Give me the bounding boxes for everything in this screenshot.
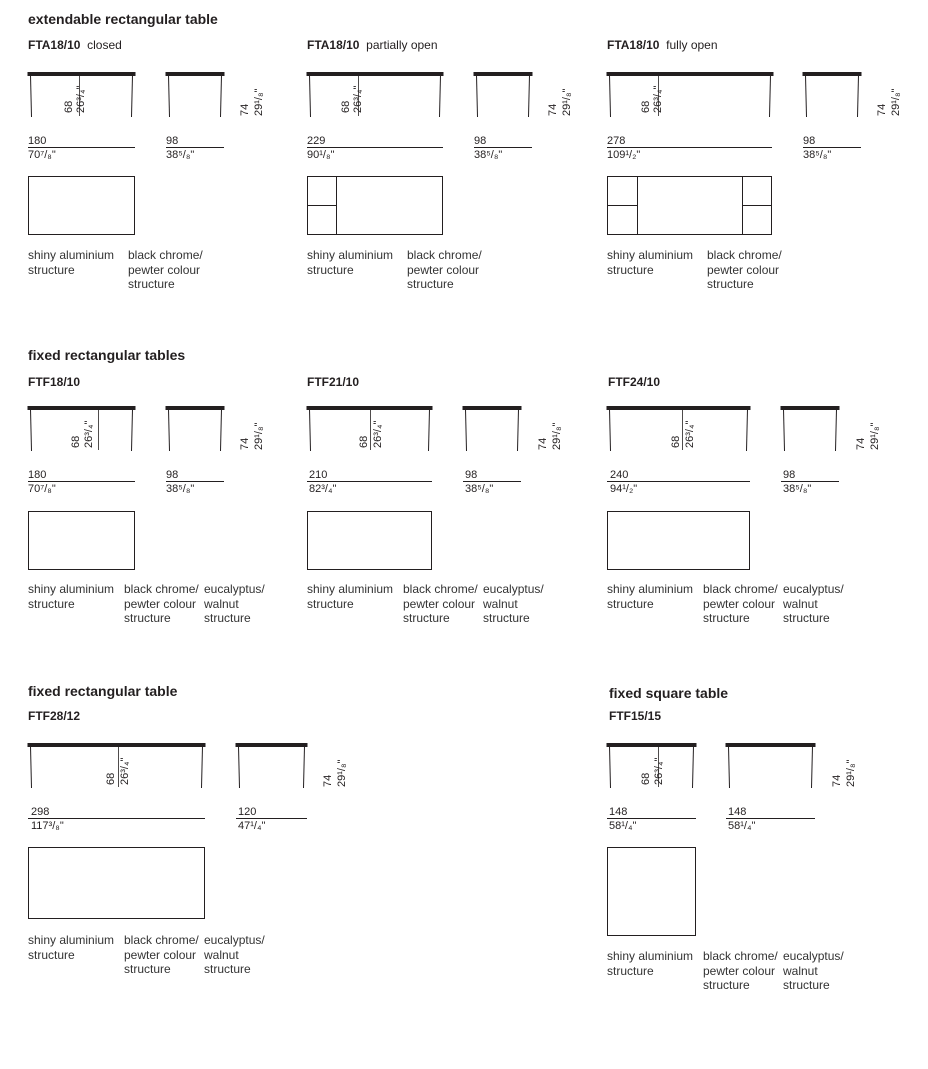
material-wood: eucalyptus/ walnut structure xyxy=(783,949,844,992)
section-title-extendable: extendable rectangular table xyxy=(28,11,218,27)
depth-in: 38⁵/₈" xyxy=(783,483,812,495)
model-state: fully open xyxy=(666,38,718,52)
side-elevation-drawing xyxy=(463,406,521,456)
material-wood: eucalyptus/ walnut structure xyxy=(204,933,265,976)
length-cm: 240 xyxy=(610,469,629,481)
total-height-in: 29¹/₈" xyxy=(845,759,857,787)
model-label xyxy=(28,38,122,52)
depth-cm: 98 xyxy=(166,469,179,481)
length-cm: 210 xyxy=(309,469,328,481)
height-cm: 68 xyxy=(640,772,652,785)
depth-cm: 120 xyxy=(238,806,257,818)
depth-in: 38⁵/₈" xyxy=(803,149,832,161)
front-elevation-drawing xyxy=(607,743,697,793)
plan-view xyxy=(307,511,432,570)
front-elevation-drawing xyxy=(28,406,136,456)
material-chrome: black chrome/ pewter colour structure xyxy=(703,582,778,625)
material-aluminium: shiny aluminium structure xyxy=(607,248,694,277)
height-in: 26³/₄" xyxy=(83,420,95,448)
dimension-line xyxy=(781,481,839,482)
front-elevation-drawing xyxy=(307,72,443,122)
model-code: FTF24/10 xyxy=(608,375,661,389)
side-elevation-drawing xyxy=(726,743,816,793)
plan-view xyxy=(607,176,772,235)
depth-cm: 98 xyxy=(803,135,816,147)
depth-in: 38⁵/₈" xyxy=(166,483,195,495)
total-height-cm: 74 xyxy=(855,437,867,450)
model-label xyxy=(28,709,80,723)
length-in: 70⁷/₈" xyxy=(28,149,56,161)
total-height-cm: 74 xyxy=(239,437,251,450)
dimension-line xyxy=(463,481,521,482)
model-label xyxy=(609,709,661,723)
dimension-line xyxy=(607,481,750,482)
plan-view xyxy=(607,847,696,936)
dimension-line xyxy=(166,147,224,148)
height-cm: 68 xyxy=(63,100,75,113)
total-height-cm: 74 xyxy=(831,774,843,787)
height-in: 26³/₄" xyxy=(372,420,384,448)
plan-view xyxy=(307,176,443,235)
material-chrome: black chrome/ pewter colour structure xyxy=(407,248,482,291)
length-in: 82³/₄" xyxy=(309,483,337,495)
height-in: 26³/₄" xyxy=(653,757,665,785)
dimension-line xyxy=(28,147,135,148)
model-code: FTA18/10 xyxy=(607,38,660,52)
dimension-line xyxy=(803,147,861,148)
side-elevation-drawing xyxy=(781,406,839,456)
model-code: FTA18/10 xyxy=(307,38,360,52)
length-in: 109¹/₂" xyxy=(607,149,641,161)
height-in: 26³/₄" xyxy=(652,85,664,113)
total-height-cm: 74 xyxy=(322,774,334,787)
dimension-line xyxy=(307,481,432,482)
depth-in: 58¹/₄" xyxy=(728,820,756,832)
material-wood: eucalyptus/ walnut structure xyxy=(204,582,265,625)
model-label xyxy=(307,375,359,389)
material-aluminium: shiny aluminium structure xyxy=(28,582,115,611)
dimension-line xyxy=(474,147,532,148)
model-code: FTF21/10 xyxy=(307,375,360,389)
total-height-cm: 74 xyxy=(876,103,888,116)
height-in: 26³/₄" xyxy=(684,420,696,448)
section-title-fixed-table: fixed rectangular table xyxy=(28,683,178,699)
dimension-line xyxy=(307,147,443,148)
material-wood: eucalyptus/ walnut structure xyxy=(783,582,844,625)
leaf-divider xyxy=(608,205,637,206)
total-height-cm: 74 xyxy=(537,437,549,450)
front-elevation-drawing xyxy=(607,406,751,456)
plan-view xyxy=(28,847,205,919)
model-label xyxy=(608,375,660,389)
side-elevation-drawing xyxy=(166,72,224,122)
model-label xyxy=(307,38,438,52)
plan-view xyxy=(28,176,135,235)
material-aluminium: shiny aluminium structure xyxy=(28,933,115,962)
height-in: 26³/₄" xyxy=(352,85,364,113)
dimension-line xyxy=(166,481,224,482)
height-cm: 68 xyxy=(640,100,652,113)
total-height-in: 29¹/₈" xyxy=(869,422,881,450)
depth-in: 38⁵/₈" xyxy=(474,149,503,161)
model-state: partially open xyxy=(366,38,438,52)
length-in: 117³/₈" xyxy=(31,820,64,832)
total-height-in: 29¹/₈" xyxy=(551,422,563,450)
total-height-in: 29¹/₈" xyxy=(561,88,573,116)
dimension-line xyxy=(607,147,772,148)
depth-cm: 98 xyxy=(474,135,487,147)
leaf-divider xyxy=(308,205,336,206)
dimension-line xyxy=(28,481,135,482)
height-cm: 68 xyxy=(105,772,117,785)
material-chrome: black chrome/ pewter colour structure xyxy=(124,933,199,976)
length-cm: 180 xyxy=(28,135,47,147)
length-cm: 298 xyxy=(31,806,50,818)
length-in: 58¹/₄" xyxy=(609,820,637,832)
height-in: 26³/₄" xyxy=(119,757,131,785)
dimension-line xyxy=(28,818,205,819)
model-state: closed xyxy=(87,38,122,52)
plan-view xyxy=(607,511,750,570)
front-elevation-drawing xyxy=(28,743,206,793)
material-aluminium: shiny aluminium structure xyxy=(607,582,694,611)
model-code: FTF18/10 xyxy=(28,375,81,389)
leaf-divider xyxy=(742,205,771,206)
length-cm: 229 xyxy=(307,135,326,147)
depth-cm: 98 xyxy=(166,135,179,147)
height-cm: 68 xyxy=(670,435,682,448)
dimension-line xyxy=(236,818,307,819)
material-aluminium: shiny aluminium structure xyxy=(307,248,394,277)
depth-cm: 98 xyxy=(465,469,478,481)
front-elevation-drawing xyxy=(307,406,433,456)
length-in: 70⁷/₈" xyxy=(28,483,56,495)
section-title-fixed-square: fixed square table xyxy=(609,685,729,701)
material-wood: eucalyptus/ walnut structure xyxy=(483,582,544,625)
total-height-cm: 74 xyxy=(547,103,559,116)
leaf-divider xyxy=(637,177,638,234)
height-cm: 68 xyxy=(70,435,82,448)
model-label xyxy=(607,38,718,52)
model-code: FTF15/15 xyxy=(609,709,662,723)
dimension-line xyxy=(726,818,815,819)
length-cm: 180 xyxy=(28,469,47,481)
leaf-divider xyxy=(336,177,337,234)
model-code: FTA18/10 xyxy=(28,38,81,52)
side-elevation-drawing xyxy=(236,743,308,793)
height-cm: 68 xyxy=(358,435,370,448)
material-chrome: black chrome/ pewter colour structure xyxy=(703,949,778,992)
material-chrome: black chrome/ pewter colour structure xyxy=(707,248,782,291)
section-title-fixed-tables: fixed rectangular tables xyxy=(28,347,186,363)
depth-in: 47¹/₄" xyxy=(238,820,266,832)
model-label xyxy=(28,375,80,389)
depth-cm: 98 xyxy=(783,469,796,481)
depth-cm: 148 xyxy=(728,806,747,818)
material-aluminium: shiny aluminium structure xyxy=(307,582,394,611)
plan-view xyxy=(28,511,135,570)
height-cm: 68 xyxy=(340,100,352,113)
total-height-in: 29¹/₈" xyxy=(253,88,265,116)
material-chrome: black chrome/ pewter colour structure xyxy=(128,248,203,291)
length-in: 94¹/₂" xyxy=(610,483,638,495)
model-code: FTF28/12 xyxy=(28,709,81,723)
material-chrome: black chrome/ pewter colour structure xyxy=(403,582,478,625)
side-elevation-drawing xyxy=(803,72,861,122)
side-elevation-drawing xyxy=(166,406,224,456)
total-height-cm: 74 xyxy=(239,103,251,116)
side-elevation-drawing xyxy=(474,72,532,122)
height-in: 26³/₄" xyxy=(75,85,87,113)
length-in: 90¹/₈" xyxy=(307,149,335,161)
front-elevation-drawing xyxy=(607,72,773,122)
total-height-in: 29¹/₈" xyxy=(253,422,265,450)
depth-in: 38⁵/₈" xyxy=(465,483,494,495)
total-height-in: 29¹/₈" xyxy=(336,759,348,787)
length-cm: 278 xyxy=(607,135,626,147)
depth-in: 38⁵/₈" xyxy=(166,149,195,161)
material-aluminium: shiny aluminium structure xyxy=(607,949,694,978)
length-cm: 148 xyxy=(609,806,628,818)
material-chrome: black chrome/ pewter colour structure xyxy=(124,582,199,625)
material-aluminium: shiny aluminium structure xyxy=(28,248,115,277)
total-height-in: 29¹/₈" xyxy=(890,88,902,116)
dimension-line xyxy=(607,818,696,819)
